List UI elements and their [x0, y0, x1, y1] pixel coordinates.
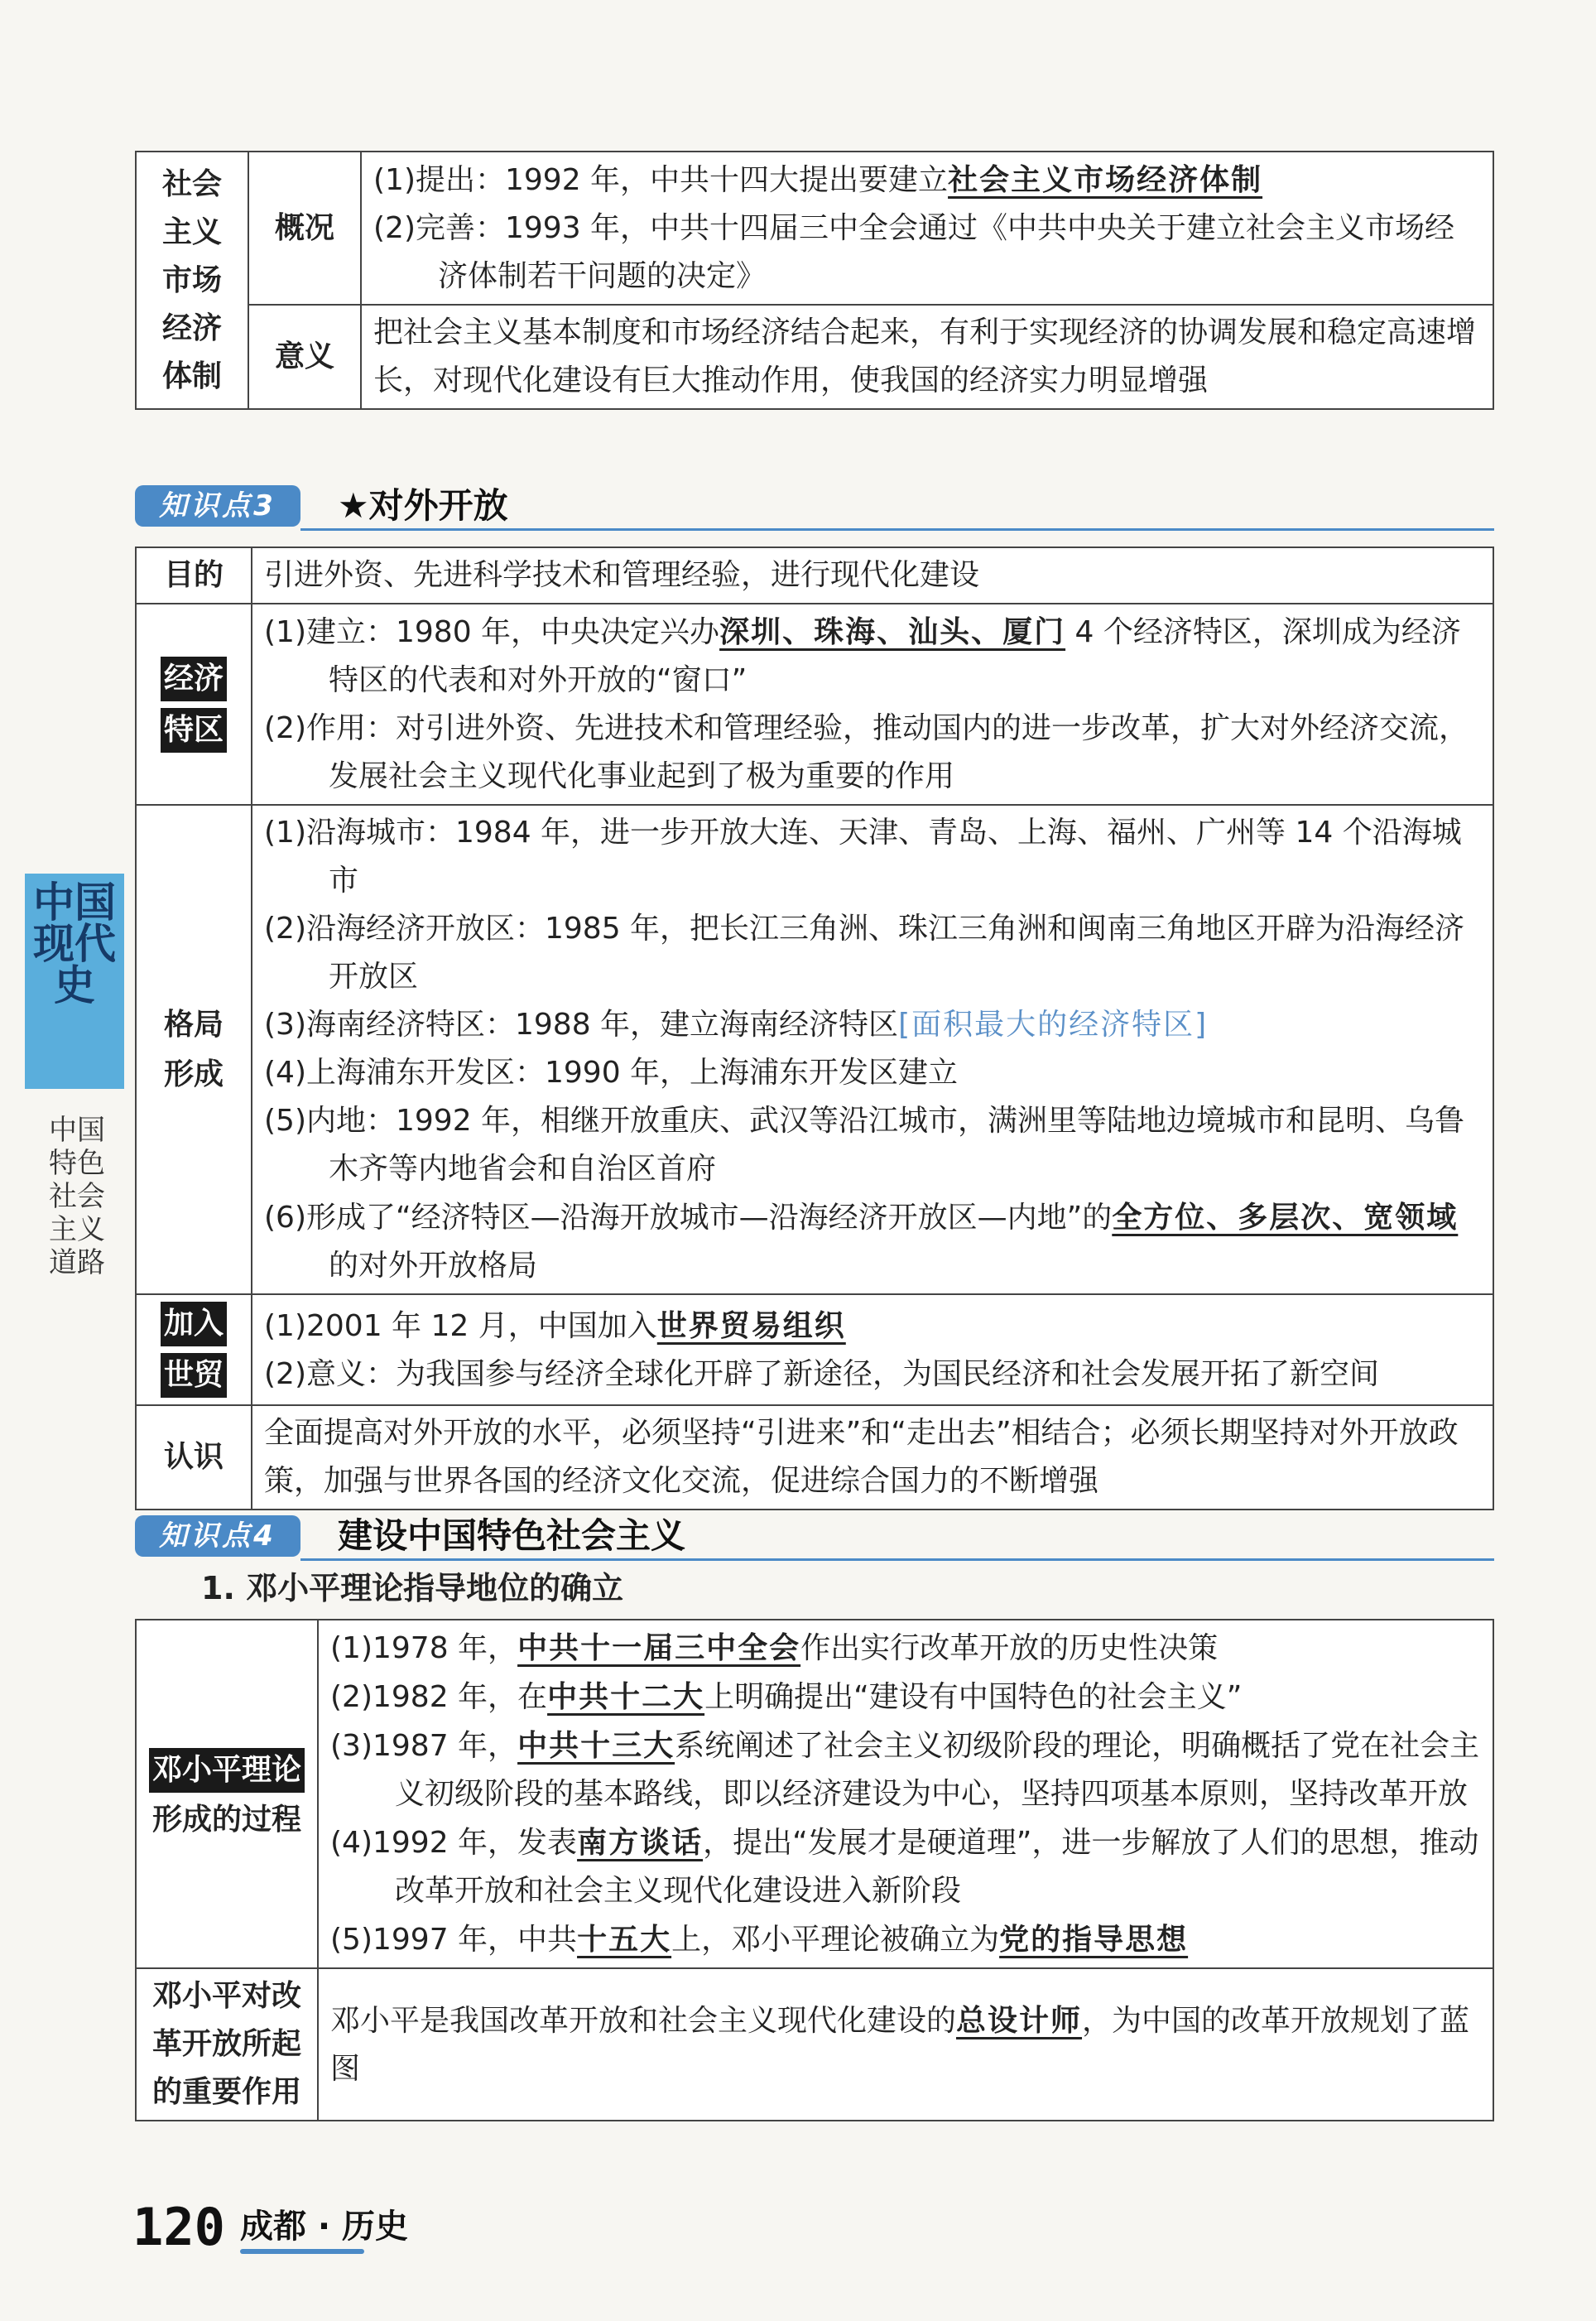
pattern-item-3	[264, 1001, 1481, 1049]
knowledge-point-3-tag: 知识点3	[135, 485, 300, 527]
wto-item-1-text: (1)2001 年 12 月，中国加入	[264, 1308, 657, 1343]
process-item-1-keyword: 中共十一届三中全会	[517, 1630, 801, 1665]
process-item-2	[330, 1673, 1481, 1721]
pattern-item-5: (5)内地：1992 年，相继开放重庆、武汉等沿江城市，满洲里等陆地边境城市和昆明、乌鲁木齐等内地省会和自治区首府	[264, 1104, 1465, 1186]
knowledge-point-4-tag: 知识点4	[135, 1515, 300, 1557]
pattern-item-4: (4)上海浦东开发区：1990 年，上海浦东开发区建立	[264, 1056, 959, 1090]
process-item-1-rest: 作出实行改革开放的历史性决策	[800, 1631, 1219, 1665]
understanding-text: 全面提高对外开放的水平，必须坚持“引进来”和“走出去”相结合；必须长期坚持对外开放政策，加强与世界各国的经济文化交流，促进综合国力的不断增强	[252, 1405, 1493, 1510]
market-economy-table	[135, 151, 1494, 410]
footer-accent-bar	[240, 2249, 364, 2254]
sez-cell	[252, 604, 1493, 805]
pattern-item-6-keyword: 全方位、多层次、宽领域	[1112, 1200, 1459, 1235]
process-item-2-rest: 上明确提出“建设有中国特色的社会主义”	[704, 1680, 1243, 1714]
market-economy-label	[136, 152, 248, 409]
process-item-5	[330, 1915, 1481, 1964]
process-item-5-keyword-2: 党的指导思想	[999, 1922, 1189, 1957]
overview-label: 概况	[248, 152, 361, 305]
process-item-3-text: (3)1987 年，	[330, 1729, 518, 1763]
pattern-item-1: (1)沿海城市：1984 年，进一步开放大连、天津、青岛、上海、福州、广州等 14 个沿海城市	[264, 816, 1462, 898]
process-cell	[318, 1620, 1493, 1968]
role-label	[136, 1968, 318, 2121]
opening-up-table	[135, 547, 1494, 1510]
process-item-3-rest: 系统阐述了社会主义初级阶段的理论，明确概括了党在社会主义初级阶段的基本路线，即以经济建设为中心，坚持四项基本原则，坚持改革开放	[395, 1729, 1480, 1811]
wto-item-1	[264, 1302, 1481, 1351]
process-item-4-text: (4)1992 年，发表	[330, 1826, 578, 1860]
process-item-1	[330, 1624, 1481, 1673]
overview-cell	[361, 152, 1493, 305]
knowledge-point-3-rule	[300, 528, 1494, 531]
significance-text: 把社会主义基本制度和市场经济结合起来，有利于实现经济的协调发展和稳定高速增长，对现代化建设有巨大推动作用，使我国的经济实力明显增强	[361, 305, 1493, 409]
overview-item-1-keyword: 社会主义市场经济体制	[948, 162, 1263, 197]
significance-label: 意义	[248, 305, 361, 409]
market-economy-label-text: 社会主义市场经济体制	[161, 166, 222, 393]
sez-label-1: 经济	[161, 657, 227, 701]
wto-item-2: (2)意义：为我国参与经济全球化开辟了新途径，为国民经济和社会发展开拓了新空间	[264, 1356, 1379, 1391]
process-item-2-keyword: 中共十二大	[547, 1679, 705, 1714]
role-rest: ，为中国的改革开放规划了蓝图	[330, 2003, 1470, 2086]
role-keyword: 总设计师	[956, 2002, 1083, 2038]
pattern-item-2: (2)沿海经济开放区：1985 年，把长江三角洲、珠江三角洲和闽南三角地区开辟为沿海经济开放区	[264, 912, 1465, 994]
role-text: 邓小平是我国改革开放和社会主义现代化建设的	[330, 2003, 957, 2038]
sez-label-2: 特区	[161, 708, 227, 753]
sez-item-1-keyword: 深圳、珠海、汕头、厦门	[719, 614, 1066, 649]
deng-theory-table	[135, 1619, 1494, 2121]
process-item-4-rest: ，提出“发展才是硬道理”，进一步解放了人们的思想，推动改革开放和社会主义现代化建设进入新阶段	[395, 1826, 1479, 1908]
process-item-4-keyword: 南方谈话	[577, 1825, 704, 1860]
sez-label	[136, 604, 252, 805]
process-label	[136, 1620, 318, 1968]
process-label-2: 形成的过程	[151, 1802, 301, 1837]
pattern-label	[136, 805, 252, 1294]
footer-caption: 成都 · 历史	[240, 2208, 409, 2246]
process-item-5-mid: 上，邓小平理论被确立为	[671, 1923, 1000, 1957]
process-item-5-keyword: 十五大	[577, 1922, 672, 1957]
process-item-3-keyword: 中共十三大	[517, 1728, 675, 1763]
pattern-item-6-rest: 的对外开放格局	[329, 1249, 538, 1283]
pattern-item-3-text: (3)海南经济特区：1988 年，建立海南经济特区	[264, 1008, 899, 1042]
knowledge-point-4-title: 建设中国特色社会主义	[338, 1515, 686, 1556]
wto-label	[136, 1294, 252, 1405]
subsection-1-title: 1. 邓小平理论指导地位的确立	[201, 1570, 624, 1606]
page-number: 120	[132, 2197, 225, 2257]
sez-item-1-text: (1)建立：1980 年，中央决定兴办	[264, 615, 720, 649]
process-item-2-text: (2)1982 年，在	[330, 1680, 548, 1714]
pattern-item-3-note: [面积最大的经济特区]	[898, 1008, 1209, 1042]
wto-item-1-keyword: 世界贸易组织	[656, 1307, 846, 1343]
process-item-1-text: (1)1978 年，	[330, 1631, 518, 1665]
wto-label-1: 加入	[161, 1302, 227, 1346]
pattern-item-6	[264, 1193, 1481, 1290]
wto-cell	[252, 1294, 1493, 1405]
sez-item-2: (2)作用：对引进外资、先进技术和管理经验，推动国内的进一步改革，扩大对外经济交流，发展社会主义现代化事业起到了极为重要的作用	[264, 711, 1469, 793]
knowledge-point-3-header	[135, 479, 1494, 533]
process-item-3	[330, 1721, 1481, 1818]
chapter-side-subtitle: 中国特色社会主义道路	[49, 1114, 105, 1279]
purpose-label: 目的	[136, 547, 252, 604]
knowledge-point-4-rule	[300, 1558, 1494, 1561]
knowledge-point-4-header	[135, 1509, 1494, 1563]
process-item-5-text: (5)1997 年，中共	[330, 1923, 578, 1957]
overview-item-2: (2)完善：1993 年，中共十四届三中全会通过《中共中央关于建立社会主义市场经济体制若干问题的决定》	[373, 211, 1455, 293]
overview-item-1-text: (1)提出：1992 年，中共十四大提出要建立	[373, 163, 949, 197]
process-item-4	[330, 1818, 1481, 1915]
role-cell	[318, 1968, 1493, 2121]
purpose-text: 引进外资、先进科学技术和管理经验，进行现代化建设	[252, 547, 1493, 604]
sez-item-1-rest: 4 个经济特区，深圳成为经济特区的代表和对外开放的“窗口”	[329, 615, 1461, 697]
sez-item-1	[264, 608, 1481, 705]
pattern-item-6-text: (6)形成了“经济特区—沿海开放城市—沿海经济开放区—内地”的	[264, 1201, 1113, 1235]
wto-label-2: 世贸	[161, 1353, 227, 1398]
overview-item-1	[373, 156, 1481, 205]
chapter-side-tab-text: 中国现代史	[33, 879, 116, 1009]
role-label-text: 邓小平对改革开放所起的重要作用	[151, 1979, 301, 2109]
process-label-1: 邓小平理论	[149, 1748, 305, 1793]
chapter-side-tab	[25, 874, 124, 1089]
pattern-cell	[252, 805, 1493, 1294]
knowledge-point-3-title: ★对外开放	[338, 485, 508, 526]
pattern-label-text: 格局形成	[163, 1007, 224, 1091]
understanding-label: 认识	[136, 1405, 252, 1510]
